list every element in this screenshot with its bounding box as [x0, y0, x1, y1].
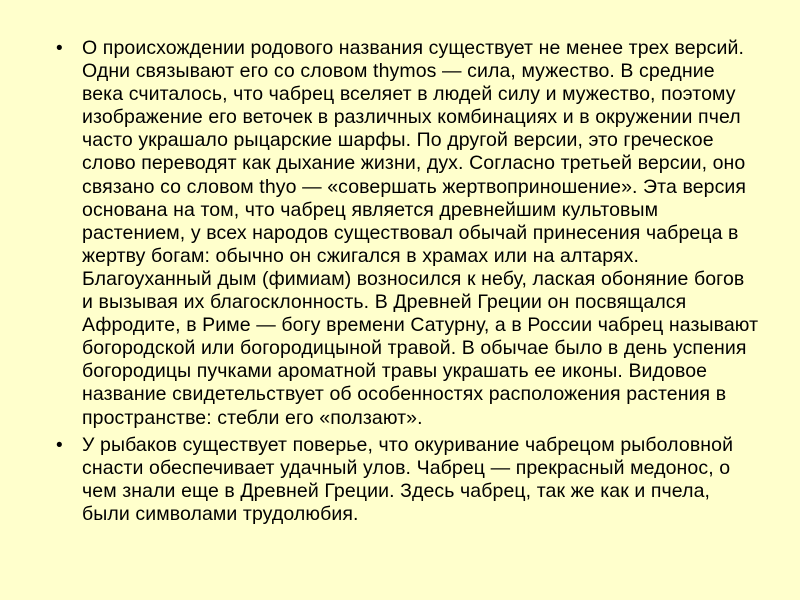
- bullet-item-fishermen: [56, 434, 760, 526]
- bullet-marker: •: [56, 38, 63, 59]
- bullet-item-origin: [56, 37, 760, 430]
- bullet-marker: •: [56, 434, 63, 456]
- bullet-text-origin: О происхождении родового названия существует не менее трех версий. Одни связывают его со словом thymos — сила, мужество. В средние века считалось, что чабрец вселяет в людей силу и мужество, поэтому изображение его веточек в различных комбинациях и в окружении пчел часто украшало рыцарские шарфы. По другой версии, это греческое слово переводят как дыхание жизни, дух. Согласно третьей версии, оно связано со словом thyo — «совершать жертвоприношение». Эта версия основана на том, что чабрец является древнейшим культовым растением, у всех народов существовал обычай принесения чабреца в жертву богам: обычно он сжигался в храмах или на алтарях. Благоуханный дым (фимиам) возносился к небу, лаская обоняние богов и вызывая их благосклонность. В Древней Греции он посвящался Афродите, в Риме — богу времени Сатурну, а в России чабрец называют богородской или богородицыной травой. В обычае было в день успения богородицы пучками ароматной травы украшать ее иконы. Видовое название свидетельствует об особенностях расположения растения в пространстве: стебли его «ползают».: [82, 37, 759, 429]
- bullet-text-fishermen: У рыбаков существует поверье, что окуривание чабрецом рыболовной снасти обеспечивает удачный улов. Чабрец — прекрасный медонос, о чем знали еще в Древней Греции. Здесь чабрец, так же как и пчела, были символами трудолюбия.: [82, 433, 734, 525]
- bullet-list: [56, 37, 760, 526]
